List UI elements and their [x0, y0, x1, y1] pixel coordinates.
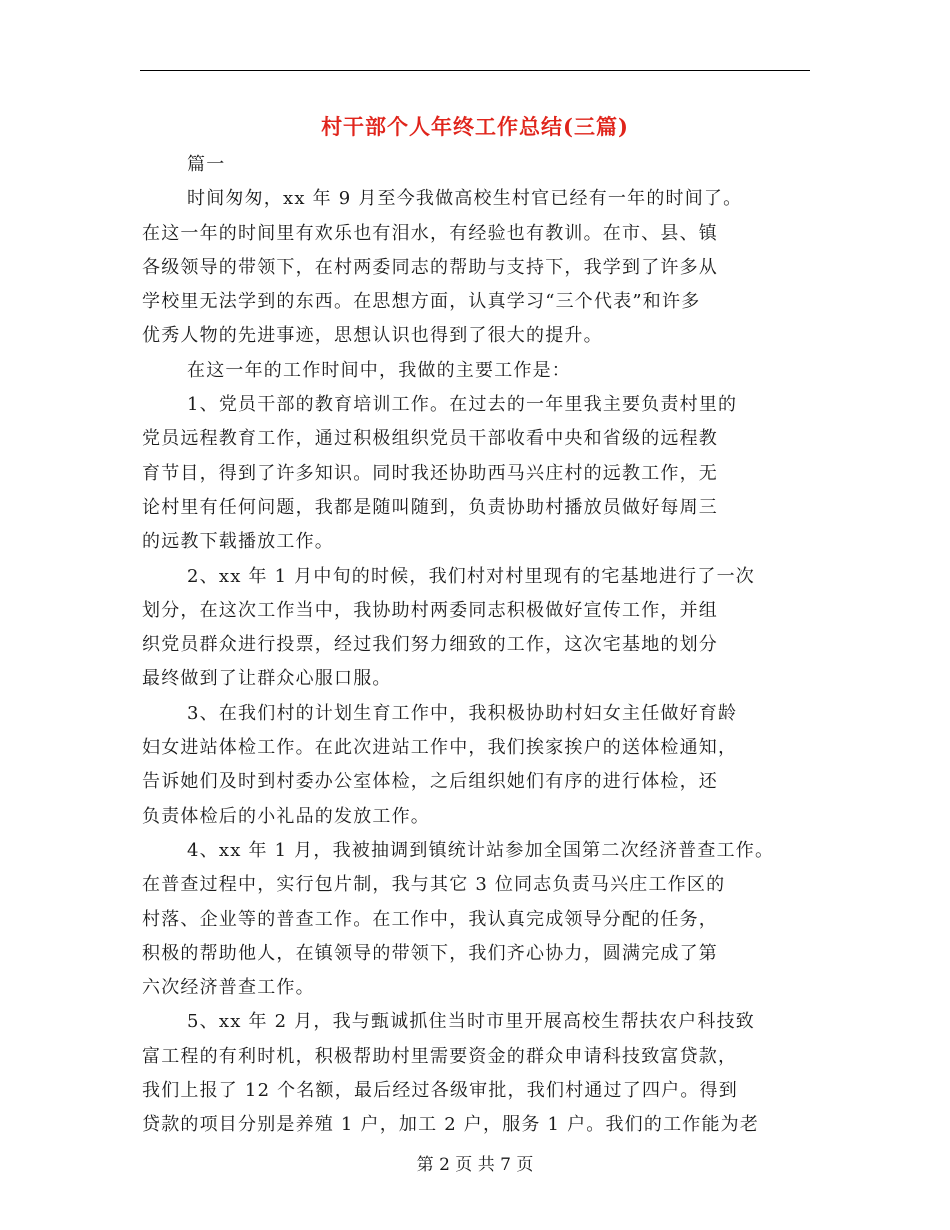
- body-line: 最终做到了让群众心服口服。: [142, 668, 392, 690]
- body-line: 5、xx 年 2 月，我与甄诚抓住当时市里开展高校生帮扶农户科技致: [187, 1011, 755, 1033]
- body-line: 富工程的有利时机，积极帮助村里需要资金的群众申请科技致富贷款，: [142, 1045, 738, 1067]
- body-line: 织党员群众进行投票，经过我们努力细致的工作，这次宅基地的划分: [142, 634, 718, 656]
- body-line: 划分，在这次工作当中，我协助村两委同志积极做好宣传工作，并组: [142, 599, 718, 621]
- body-line: 在这一年的工作时间中，我做的主要工作是：: [187, 359, 571, 381]
- body-line: 积极的帮助他人，在镇领导的带领下，我们齐心协力，圆满完成了第: [142, 942, 718, 964]
- body-line: 学校里无法学到的东西。在思想方面，认真学习“三个代表”和许多: [142, 291, 701, 313]
- document-title: 村干部个人年终工作总结(三篇): [321, 114, 629, 139]
- header-rule: [140, 70, 810, 71]
- document-body: [142, 148, 822, 1143]
- body-line: 我们上报了 12 个名额，最后经过各级审批，我们村通过了四户。得到: [142, 1080, 738, 1102]
- body-line: 3、在我们村的计划生育工作中，我积极协助村妇女主任做好育龄: [187, 702, 738, 724]
- body-line: 2、xx 年 1 月中旬的时候，我们村对村里现有的宅基地进行了一次: [187, 565, 755, 587]
- body-line: 党员远程教育工作，通过积极组织党员干部收看中央和省级的远程教: [142, 428, 718, 450]
- body-line: 育节目，得到了许多知识。同时我还协助西马兴庄村的远教工作，无: [142, 462, 718, 484]
- body-line: 贷款的项目分别是养殖 1 户，加工 2 户，服务 1 户。我们的工作能为老: [142, 1114, 760, 1136]
- body-line: 负责体检后的小礼品的发放工作。: [142, 805, 430, 827]
- body-line: 4、xx 年 1 月，我被抽调到镇统计站参加全国第二次经济普查工作。: [187, 839, 775, 861]
- body-line: 六次经济普查工作。: [142, 977, 315, 999]
- body-line: 优秀人物的先进事迹，思想认识也得到了很大的提升。: [142, 325, 603, 347]
- body-line: 在普查过程中，实行包片制，我与其它 3 位同志负责马兴庄工作区的: [142, 874, 726, 896]
- body-line: 篇一: [187, 154, 226, 175]
- body-line: 的远教下载播放工作。: [142, 531, 334, 553]
- body-line: 村落、企业等的普查工作。在工作中，我认真完成领导分配的任务，: [142, 908, 718, 930]
- body-line: 1、党员干部的教育培训工作。在过去的一年里我主要负责村里的: [187, 394, 738, 416]
- body-line: 妇女进站体检工作。在此次进站工作中，我们挨家挨户的送体检通知，: [142, 737, 738, 759]
- body-line: 时间匆匆，xx 年 9 月至今我做高校生村官已经有一年的时间了。: [187, 188, 743, 210]
- body-line: 告诉她们及时到村委办公室体检，之后组织她们有序的进行体检，还: [142, 771, 718, 793]
- body-line: 在这一年的时间里有欢乐也有泪水，有经验也有教训。在市、县、镇: [142, 222, 718, 244]
- body-line: 各级领导的带领下，在村两委同志的帮助与支持下，我学到了许多从: [142, 256, 718, 278]
- body-line: 论村里有任何问题，我都是随叫随到，负责协助村播放员做好每周三: [142, 496, 718, 518]
- page-number: 第 2 页 共 7 页: [416, 1155, 534, 1175]
